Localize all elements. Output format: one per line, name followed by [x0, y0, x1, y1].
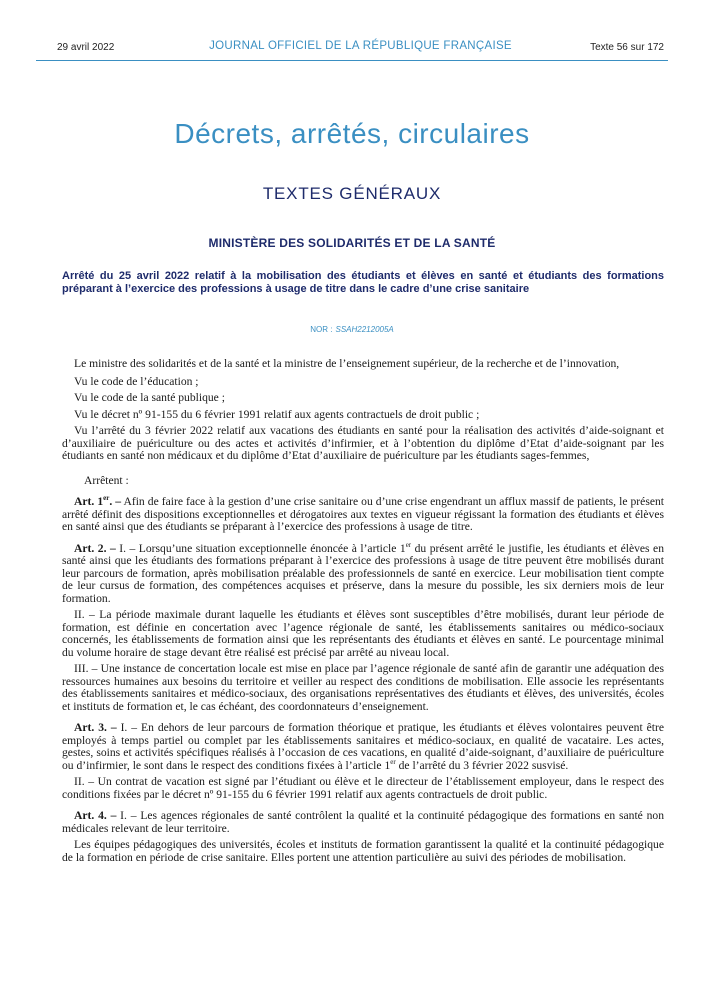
visa-decret: Vu le décret nº 91-155 du 6 février 1991 relatif aux agents contractuels de droit public ; — [74, 407, 480, 421]
article-4-i: Art. 4. – I. – Les agences régionales de santé contrôlent la qualité et la continuité pédagogique des formations en santé non médicales relevant de leur territoire. — [62, 809, 664, 835]
subsection-title: TEXTES GÉNÉRAUX — [262, 184, 442, 203]
article-2-iii: III. – Une instance de concertation locale est mise en place par l’agence régionale de santé afin de garantir une adéquation des ressources humaines aux besoins du territoire et veiller au respect des conditions de mobilisation. Elle associe les représentants des établissements sanitaires et médico-sociaux, des organisations représentatives des étudiants et élèves, des universités, écoles et instituts de formation et, le cas échéant, des coordonnateurs d’enseignement. — [62, 662, 664, 713]
preamble-intro: Le ministre des solidarités et de la santé et la ministre de l’enseignement supérieur, de la recherche et de l’innovation, — [74, 357, 620, 370]
article-1-text: Afin de faire face à la gestion d’une crise sanitaire ou d’une crise engendrant un afflux massif de patients, le présent arrêté définit des dispositions exceptionnelles et dérogatoires aux textes en vigueur régissant la formation des étudiants et élèves en santé ainsi que des étudiants se préparant à l’exercice des professions à usage de titre. — [62, 495, 664, 533]
arrete-title: Arrêté du 25 avril 2022 relatif à la mobilisation des étudiants et élèves en santé et étudiants des formations préparant à l’exercice des professions à usage de titre dans le cadre d’une crise sanitaire — [62, 270, 664, 295]
article-2-label: Art. 2. – — [74, 541, 116, 555]
article-3-label: Art. 3. – — [74, 721, 117, 734]
article-3-i: Art. 3. – I. – En dehors de leur parcours de formation théorique et pratique, les étudiants et élèves volontaires peuvent être employés à temps partiel ou complet par les établissements sanitaires et médico-sociaux, en qualité de vacataire. Les actes, gestes, soins et activités spécifiques réalisés à l’occasion de ces vacations, en qualité d’aide-soignant, d’auxiliaire de puériculture ou d’infirmier, le sont dans le respect des conditions fixées à l’article 1er de l’arrêté du 3 février 2022 susvisé. — [62, 721, 664, 772]
article-4-paragraph-2: Les équipes pédagogiques des universités, écoles et instituts de formation garantissent la qualité et la continuité pédagogique de la formation en période de crise sanitaire. Elles portent une attention particulière au suivi des périodes de mobilisation. — [62, 838, 664, 864]
arretent: Arrêtent : — [84, 473, 129, 487]
article-2-ii: II. – La période maximale durant laquelle les étudiants et élèves sont susceptibles d’être mobilisés, durant leur période de formation, est définie en concertation avec l’agence régionale de santé, les établissements sanitaires ou médico-sociaux concernés, les établissements de formation ainsi que les représentants des étudiants et élèves en santé. Le pourcentage minimal du volume horaire de stage devant être réalisé est précisé par arrêté au niveau local. — [62, 608, 664, 659]
visa-sante-publique: Vu le code de la santé publique ; — [74, 391, 225, 404]
journal-title: JOURNAL OFFICIEL DE LA RÉPUBLIQUE FRANÇAISE — [209, 40, 512, 52]
article-4-label: Art. 4. – — [74, 809, 117, 822]
header-divider — [36, 60, 668, 61]
visa-education: Vu le code de l’éducation ; — [74, 374, 199, 388]
nor-reference — [0, 325, 704, 334]
page-header — [57, 40, 664, 58]
visa-arrete: Vu l’arrêté du 3 février 2022 relatif aux vacations des étudiants en santé pour la réalisation des activités d’aide-soignant et d’auxiliaire de puériculture ou des actes et activités d’infirmier, et à l’obtention du diplôme d’Etat d’aide-soignant par les étudiants en santé non médicaux et du diplôme d’Etat d’auxiliaire de puériculture par les étudiants sages-femmes, — [62, 424, 664, 462]
article-1-label: Art. 1er. – — [74, 494, 122, 508]
article-3-ii: II. – Un contrat de vacation est signé par l’étudiant ou élève et le directeur de l’établissement employeur, dans le respect des conditions fixées par le décret nº 91-155 du 6 février 1991 relatif aux agents contractuels de droit public. — [62, 775, 664, 801]
article-2-i: Art. 2. – I. – Lorsqu’une situation exceptionnelle énoncée à l’article 1er du présent arrêté le justifie, les étudiants et élèves en santé ainsi que les étudiants des formations préparant à l’exercice des professions à usage de titre peuvent être mobilisés durant leur parcours de formation, après mobilisation préalable des professionnels de santé en exercice. Leur mobilisation tient compte de leur cursus de formation, des compétences acquises et préserve, dans la mesure du possible, les six derniers mois de leur formation. — [62, 540, 664, 605]
ministry-heading: MINISTÈRE DES SOLIDARITÉS ET DE LA SANTÉ — [208, 236, 496, 250]
nor-code: SSAH2212005A — [335, 325, 394, 334]
text-number: Texte 56 sur 172 — [590, 42, 664, 53]
publication-date: 29 avril 2022 — [57, 42, 115, 53]
nor-label: NOR : — [310, 325, 333, 334]
article-1 — [62, 496, 664, 534]
section-title: Décrets, arrêtés, circulaires — [174, 118, 530, 149]
document-body — [62, 358, 664, 864]
